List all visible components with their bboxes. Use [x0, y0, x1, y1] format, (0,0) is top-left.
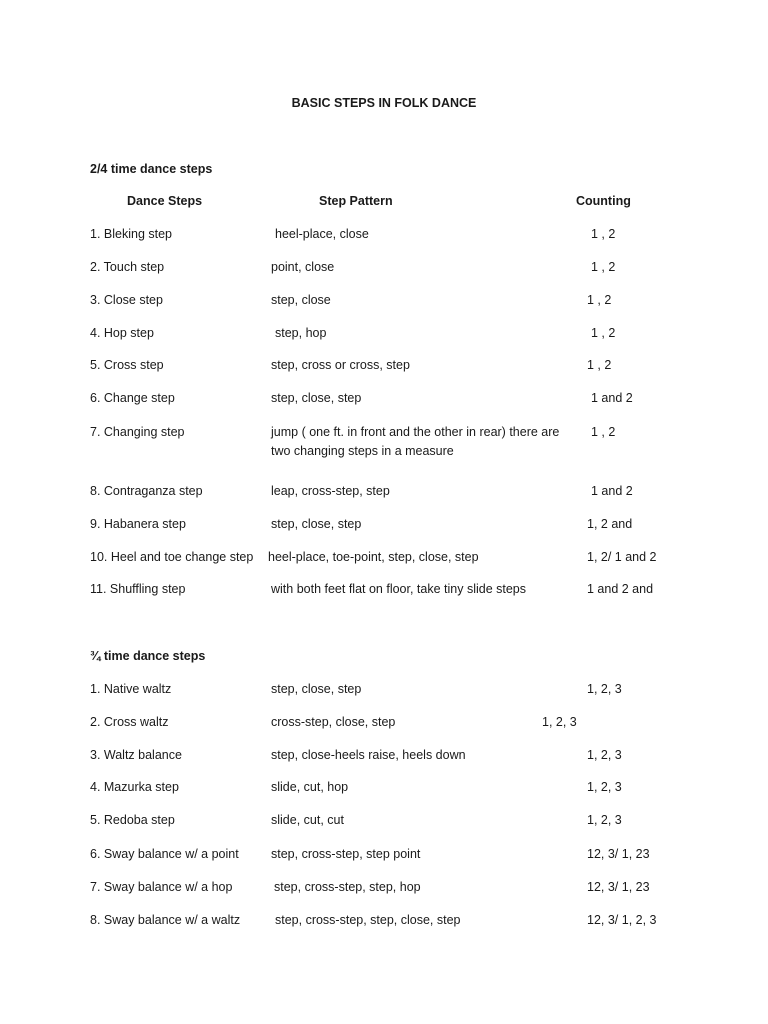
step-counting: 1 , 2	[587, 358, 612, 372]
step-counting: 1 , 2	[591, 227, 616, 241]
step-pattern: step, cross-step, step, close, step	[275, 913, 461, 927]
section-heading-3-4: ¾ time dance steps	[90, 649, 206, 663]
step-counting: 1, 2, 3	[587, 780, 622, 794]
step-pattern: point, close	[271, 260, 335, 274]
step-pattern: step, close-heels raise, heels down	[271, 748, 466, 762]
section-heading-2-4: 2/4 time dance steps	[90, 162, 213, 176]
step-counting: 1 , 2	[587, 293, 612, 307]
dance-step-name: 6. Sway balance w/ a point	[90, 847, 239, 861]
step-counting: 1, 2/ 1 and 2	[587, 550, 657, 564]
dance-step-name: 2. Touch step	[90, 260, 165, 274]
step-counting: 1, 2, 3	[587, 682, 622, 696]
dance-step-name: 1. Bleking step	[90, 227, 172, 241]
step-pattern: heel-place, toe-point, step, close, step	[268, 550, 479, 564]
column-header-step-pattern: Step Pattern	[319, 194, 393, 208]
step-counting: 1 , 2	[591, 425, 616, 439]
document-title: BASIC STEPS IN FOLK DANCE	[291, 96, 477, 110]
step-pattern: step, close, step	[271, 517, 362, 531]
step-pattern: step, cross-step, step, hop	[274, 880, 421, 894]
column-header-counting: Counting	[576, 194, 631, 208]
step-counting: 1 and 2 and	[587, 582, 654, 596]
step-pattern: step, close, step	[271, 682, 362, 696]
dance-step-name: 11. Shuffling step	[90, 582, 186, 596]
step-counting: 1 and 2	[591, 484, 633, 498]
dance-step-name: 5. Cross step	[90, 358, 164, 372]
dance-step-name: 9. Habanera step	[90, 517, 186, 531]
dance-step-name: 2. Cross waltz	[90, 715, 169, 729]
dance-step-name: 4. Mazurka step	[90, 780, 179, 794]
dance-step-name: 1. Native waltz	[90, 682, 172, 696]
dance-step-name: 8. Contraganza step	[90, 484, 203, 498]
step-pattern: slide, cut, hop	[271, 780, 349, 794]
step-counting: 12, 3/ 1, 23	[587, 847, 650, 861]
step-pattern: step, close	[271, 293, 331, 307]
dance-step-name: 7. Changing step	[90, 425, 185, 439]
step-pattern: cross-step, close, step	[271, 715, 396, 729]
step-counting: 1, 2, 3	[542, 715, 577, 729]
step-counting: 1, 2, 3	[587, 813, 622, 827]
dance-step-name: 3. Waltz balance	[90, 748, 182, 762]
step-counting: 12, 3/ 1, 2, 3	[587, 913, 657, 927]
step-counting: 1 , 2	[591, 326, 616, 340]
dance-step-name: 6. Change step	[90, 391, 175, 405]
dance-step-name: 3. Close step	[90, 293, 163, 307]
step-pattern: slide, cut, cut	[271, 813, 344, 827]
step-pattern: heel-place, close	[275, 227, 369, 241]
dance-step-name: 7. Sway balance w/ a hop	[90, 880, 233, 894]
step-counting: 1 , 2	[591, 260, 616, 274]
dance-step-name: 8. Sway balance w/ a waltz	[90, 913, 241, 927]
step-counting: 1, 2, 3	[587, 748, 622, 762]
step-counting: 1 and 2	[591, 391, 633, 405]
step-pattern: leap, cross-step, step	[271, 484, 390, 498]
step-pattern: step, hop	[275, 326, 327, 340]
step-pattern: step, cross or cross, step	[271, 358, 410, 372]
step-counting: 1, 2 and	[587, 517, 633, 531]
dance-step-name: 5. Redoba step	[90, 813, 175, 827]
step-counting: 12, 3/ 1, 23	[587, 880, 650, 894]
step-pattern: step, close, step	[271, 391, 362, 405]
step-pattern: jump ( one ft. in front and the other in rear) there are two changing steps in a measure	[271, 425, 560, 458]
step-pattern: with both feet flat on floor, take tiny slide steps	[271, 582, 527, 596]
dance-step-name: 10. Heel and toe change step	[90, 550, 254, 564]
dance-step-name: 4. Hop step	[90, 326, 154, 340]
column-header-dance-steps: Dance Steps	[127, 194, 203, 208]
step-pattern: step, cross-step, step point	[271, 847, 421, 861]
